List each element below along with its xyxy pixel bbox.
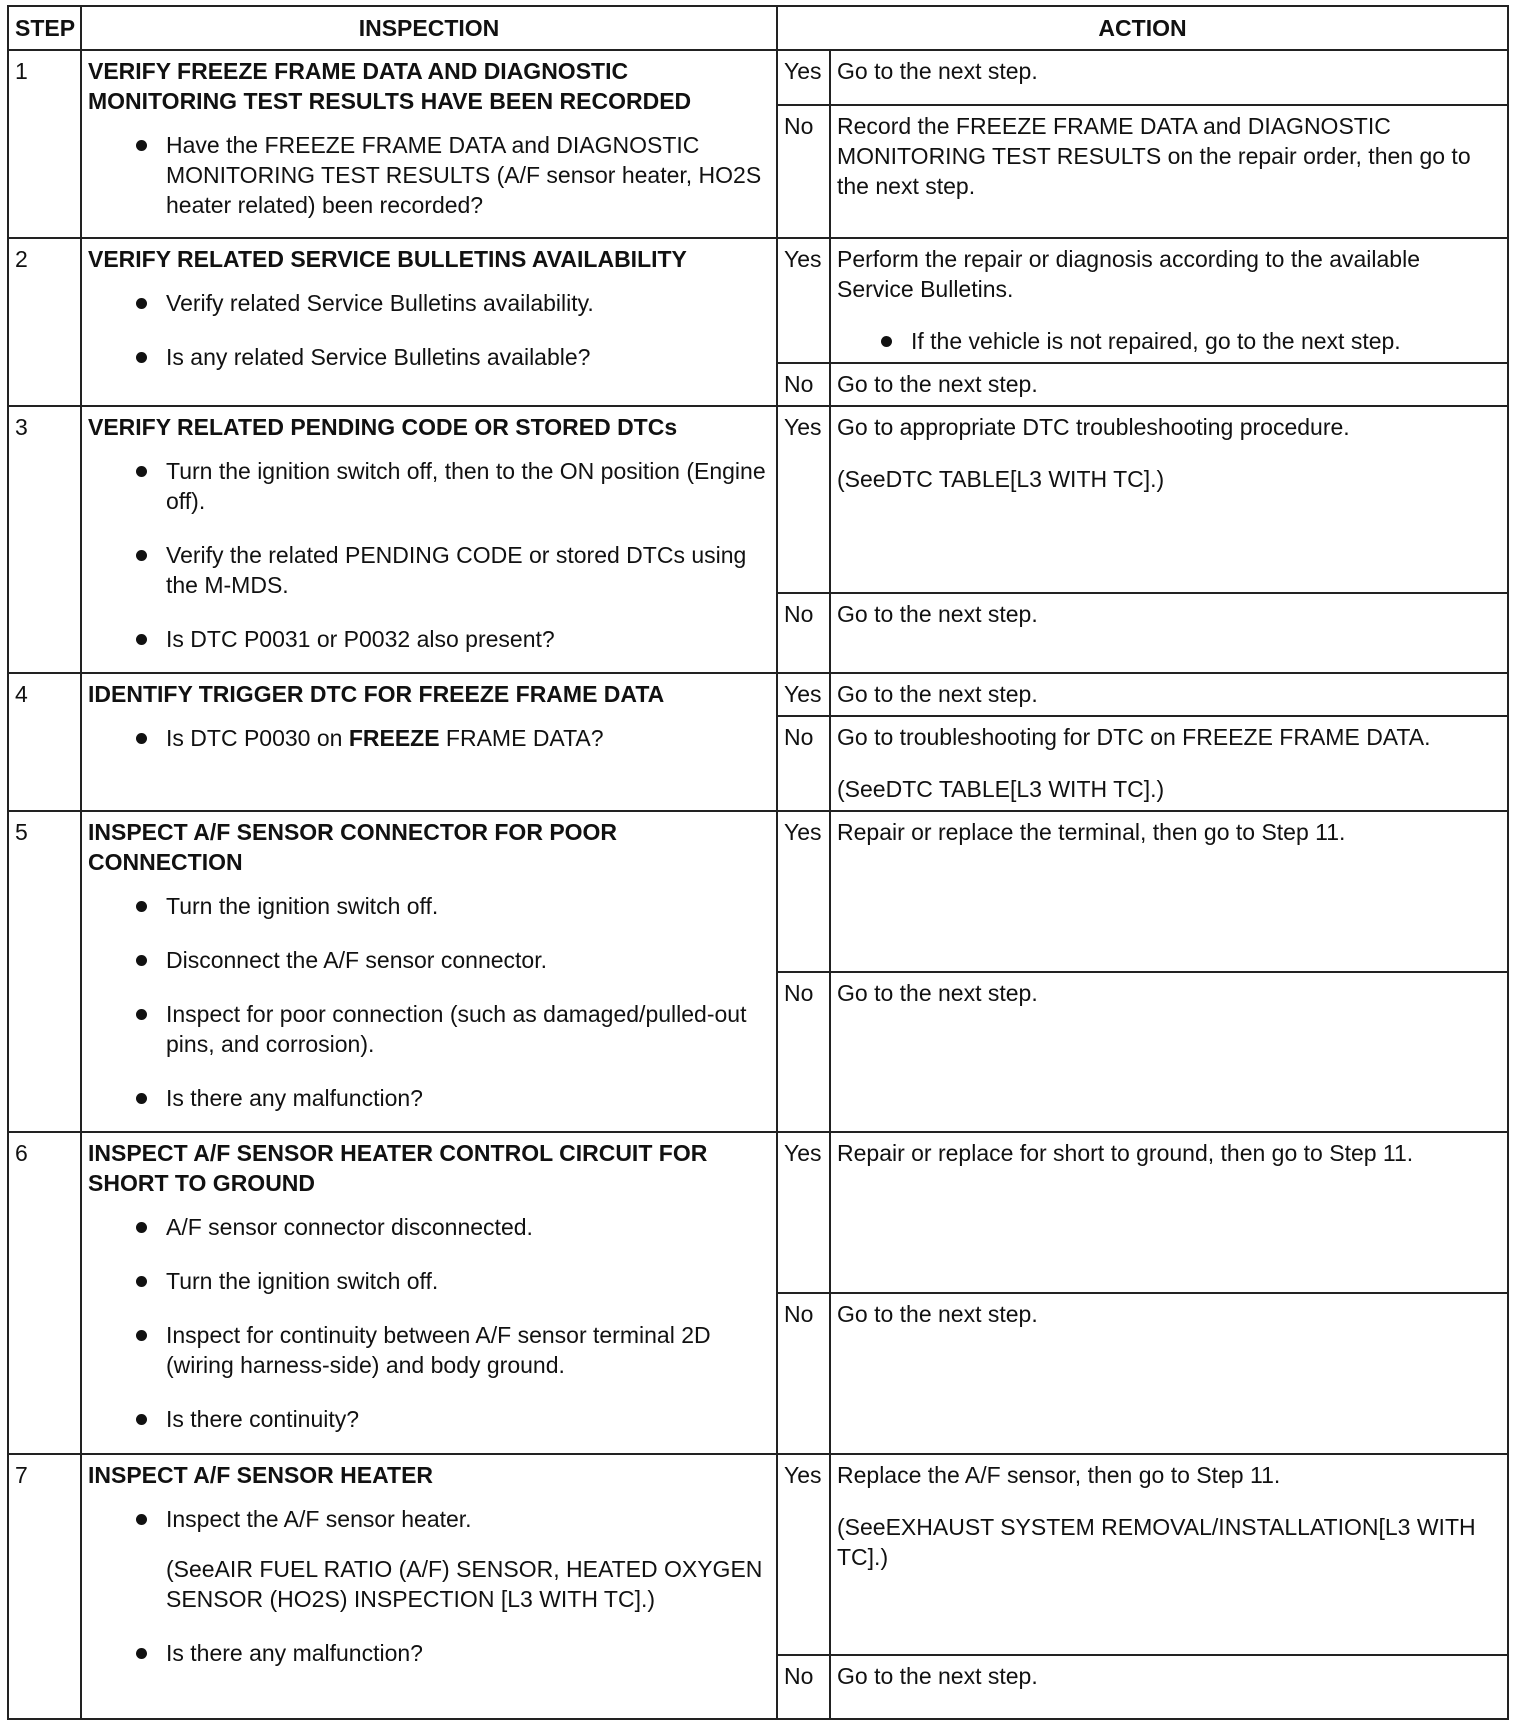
yes-label: Yes [777, 1132, 830, 1293]
inspection-bullets [88, 1212, 770, 1434]
no-label: No [777, 1655, 830, 1719]
no-label: No [777, 105, 830, 238]
yes-action-cell [830, 406, 1508, 593]
step-3-yes-row [8, 406, 1508, 593]
inspection-cell [81, 406, 777, 673]
step-1-yes-row [8, 50, 1508, 105]
no-label: No [777, 1293, 830, 1454]
inspection-cell [81, 1132, 777, 1454]
step-5-yes-row [8, 811, 1508, 972]
action-bullet [837, 326, 1501, 356]
inspection-bullet [132, 1504, 770, 1614]
bullet-text: FRAME DATA? [439, 725, 604, 751]
step-number: 7 [8, 1454, 81, 1719]
cross-reference-link[interactable]: (SeeDTC TABLE[L3 WITH TC].) [837, 776, 1165, 802]
no-action-cell [830, 716, 1508, 811]
yes-action: Repair or replace for short to ground, then go to Step 11. [830, 1132, 1508, 1293]
yes-action-cell [830, 238, 1508, 363]
inspection-cell [81, 1454, 777, 1719]
inspection-bullet: Turn the ignition switch off. [132, 891, 770, 921]
yes-label: Yes [777, 1454, 830, 1655]
cross-reference-link[interactable]: (SeeAIR FUEL RATIO (A/F) SENSOR, HEATED OXYGEN SENSOR (HO2S) INSPECTION [L3 WITH TC].) [166, 1556, 763, 1612]
inspection-bullets [88, 1504, 770, 1668]
yes-label: Yes [777, 238, 830, 363]
no-label: No [777, 972, 830, 1132]
step-6-yes-row [8, 1132, 1508, 1293]
action-bullet-text: If the vehicle is not repaired, go to the next step. [911, 328, 1401, 354]
no-action: Go to the next step. [830, 972, 1508, 1132]
yes-label: Yes [777, 673, 830, 716]
yes-action: Go to appropriate DTC troubleshooting procedure. [837, 414, 1350, 440]
inspection-bullets [88, 130, 770, 220]
yes-action: Perform the repair or diagnosis according to the available Service Bulletins. [837, 246, 1420, 302]
step-number: 1 [8, 50, 81, 238]
yes-action: Replace the A/F sensor, then go to Step 11. [837, 1462, 1281, 1488]
bullet-bold-text: FREEZE [348, 725, 440, 751]
inspection-title: VERIFY FREEZE FRAME DATA AND DIAGNOSTIC MONITORING TEST RESULTS HAVE BEEN RECORDED [88, 58, 692, 114]
inspection-title: VERIFY RELATED PENDING CODE OR STORED DTCs [88, 414, 678, 440]
yes-label: Yes [777, 50, 830, 105]
yes-action: Go to the next step. [830, 50, 1508, 105]
inspection-bullet: Have the FREEZE FRAME DATA and DIAGNOSTIC MONITORING TEST RESULTS (A/F sensor heater, HO2S heater related) been recorded? [132, 130, 770, 220]
step-2-yes-row [8, 238, 1508, 363]
yes-action: Go to the next step. [830, 673, 1508, 716]
inspection-bullet: Turn the ignition switch off, then to the ON position (Engine off). [132, 456, 770, 516]
inspection-bullet: Verify related Service Bulletins availability. [132, 288, 770, 318]
step-7-yes-row [8, 1454, 1508, 1655]
step-number: 3 [8, 406, 81, 673]
inspection-cell [81, 811, 777, 1132]
yes-label: Yes [777, 811, 830, 972]
inspection-bullets [88, 891, 770, 1113]
table-header-row [8, 6, 1508, 50]
header-inspection: INSPECTION [81, 6, 777, 50]
yes-action-cell [830, 1454, 1508, 1655]
inspection-bullet: Inspect for poor connection (such as damaged/pulled-out pins, and corrosion). [132, 999, 770, 1059]
no-action: Go to the next step. [830, 1655, 1508, 1719]
inspection-bullets [88, 288, 770, 372]
no-label: No [777, 593, 830, 673]
header-action: ACTION [777, 6, 1508, 50]
inspection-bullets [88, 456, 770, 654]
inspection-bullet: Is any related Service Bulletins available? [132, 342, 770, 372]
step-number: 5 [8, 811, 81, 1132]
bullet-text: Inspect the A/F sensor heater. [166, 1506, 472, 1532]
inspection-cell [81, 50, 777, 238]
inspection-bullets [88, 723, 770, 753]
cross-reference-link[interactable]: (SeeDTC TABLE[L3 WITH TC].) [837, 466, 1165, 492]
step-4-yes-row [8, 673, 1508, 716]
diagnostic-table-wrapper [7, 5, 1507, 1720]
inspection-bullet: Is there continuity? [132, 1404, 770, 1434]
step-number: 6 [8, 1132, 81, 1454]
inspection-bullet [132, 723, 770, 753]
inspection-bullet: Inspect for continuity between A/F sensor terminal 2D (wiring harness-side) and body ground. [132, 1320, 770, 1380]
no-label: No [777, 716, 830, 811]
inspection-bullet: Is DTC P0031 or P0032 also present? [132, 624, 770, 654]
inspection-bullet: A/F sensor connector disconnected. [132, 1212, 770, 1242]
no-action: Go to troubleshooting for DTC on FREEZE FRAME DATA. [837, 724, 1431, 750]
inspection-bullet: Is there any malfunction? [132, 1638, 770, 1668]
inspection-title: INSPECT A/F SENSOR HEATER CONTROL CIRCUIT FOR SHORT TO GROUND [88, 1140, 708, 1196]
bullet-text: Is DTC P0030 on [166, 725, 349, 751]
no-action: Go to the next step. [830, 363, 1508, 406]
inspection-title: VERIFY RELATED SERVICE BULLETINS AVAILABILITY [88, 246, 687, 272]
inspection-bullet: Turn the ignition switch off. [132, 1266, 770, 1296]
no-action: Go to the next step. [830, 1293, 1508, 1454]
inspection-bullet: Disconnect the A/F sensor connector. [132, 945, 770, 975]
inspection-title: INSPECT A/F SENSOR HEATER [88, 1462, 434, 1488]
diagnostic-procedure-table [7, 5, 1509, 1720]
yes-label: Yes [777, 406, 830, 593]
no-label: No [777, 363, 830, 406]
header-step: STEP [8, 6, 81, 50]
inspection-title: IDENTIFY TRIGGER DTC FOR FREEZE FRAME DATA [88, 681, 665, 707]
no-action: Record the FREEZE FRAME DATA and DIAGNOSTIC MONITORING TEST RESULTS on the repair order, then go to the next step. [830, 105, 1508, 238]
cross-reference-link[interactable]: (SeeEXHAUST SYSTEM REMOVAL/INSTALLATION[L3 WITH TC].) [837, 1514, 1476, 1570]
no-action: Go to the next step. [830, 593, 1508, 673]
step-number: 4 [8, 673, 81, 811]
inspection-cell [81, 238, 777, 406]
inspection-bullet: Is there any malfunction? [132, 1083, 770, 1113]
inspection-cell [81, 673, 777, 811]
yes-action: Repair or replace the terminal, then go to Step 11. [830, 811, 1508, 972]
inspection-title: INSPECT A/F SENSOR CONNECTOR FOR POOR CONNECTION [88, 819, 618, 875]
step-number: 2 [8, 238, 81, 406]
inspection-bullet: Verify the related PENDING CODE or stored DTCs using the M-MDS. [132, 540, 770, 600]
